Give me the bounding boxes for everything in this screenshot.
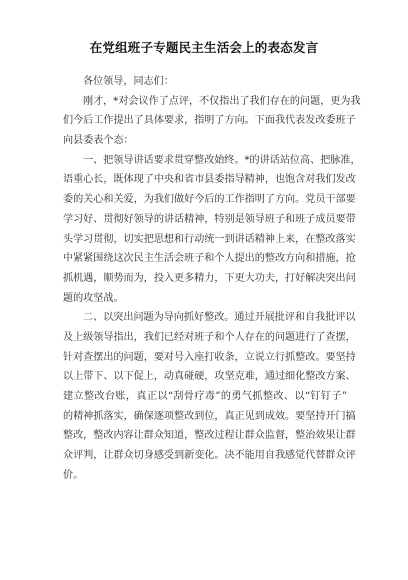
- text-line: 针对查摆出的问题，要对号入座打收条，立说立行抓整改。要坚持: [63, 351, 356, 363]
- text-line: 各位领导，同志们：: [83, 76, 174, 87]
- document-body: [63, 72, 361, 485]
- text-line: 学习好、贯彻好领导的讲话精神，特别是领导班子和班子成员要带: [63, 213, 356, 225]
- text-line: 语重心长，既体现了中央和省市县委指导精神，也饱含对我们发改: [63, 174, 356, 186]
- text-line: 价。: [63, 469, 84, 481]
- text-line: 众评判，让群众切身感受到新变化。决不能用自我感觉代替群众评: [63, 450, 356, 462]
- text-line: 向县委表个态：: [63, 135, 134, 147]
- text-line: 抓机遇，顺势而为，投入更多精力，下更大功夫，打好解决突出问: [63, 272, 356, 284]
- document-title: 在党组班子专题民主生活会上的表态发言: [89, 40, 319, 55]
- text-line: 及上级领导指出，我们已经对班子和个人存在的问题进行了查摆，: [63, 331, 356, 343]
- text-line: 们今后工作提出了具体要求，指明了方向。下面我代表发改委班子: [63, 115, 356, 127]
- text-line: 题的攻坚战。: [63, 292, 124, 304]
- text-line: 的精神抓落实，确保逐项整改到位，真正见到成效。要坚持开门搞: [63, 410, 356, 422]
- text-line: 建立整改台账，真正以“刮骨疗毒”的勇气抓整改、以“钉钉子”: [63, 391, 347, 402]
- text-line: 委的关心和关爱，为我们做好今后的工作指明了方向。党员干部要: [63, 194, 356, 206]
- text-line: 一、把领导讲话要求贯穿整改始终。*的讲话站位高、把脉准，: [83, 154, 361, 166]
- text-line: 刚才，*对会议作了点评，不仅指出了我们存在的问题，更为我: [83, 95, 361, 107]
- text-line: 头学习贯彻，切实把思想和行动统一到讲话精神上来，在整改落实: [63, 233, 356, 245]
- text-line: 中紧紧围绕这次民主生活会班子和个人提出的整改方向和措施，抢: [63, 253, 356, 265]
- text-line: 整改，整改内容让群众知道，整改过程让群众监督，整治效果让群: [63, 430, 356, 442]
- text-line: 以上带下、以下促上，动真碰硬，攻坚克难，通过细化整改方案、: [63, 371, 356, 383]
- text-line: 二、以突出问题为导向抓好整改。通过开展批评和自我批评以: [83, 312, 356, 324]
